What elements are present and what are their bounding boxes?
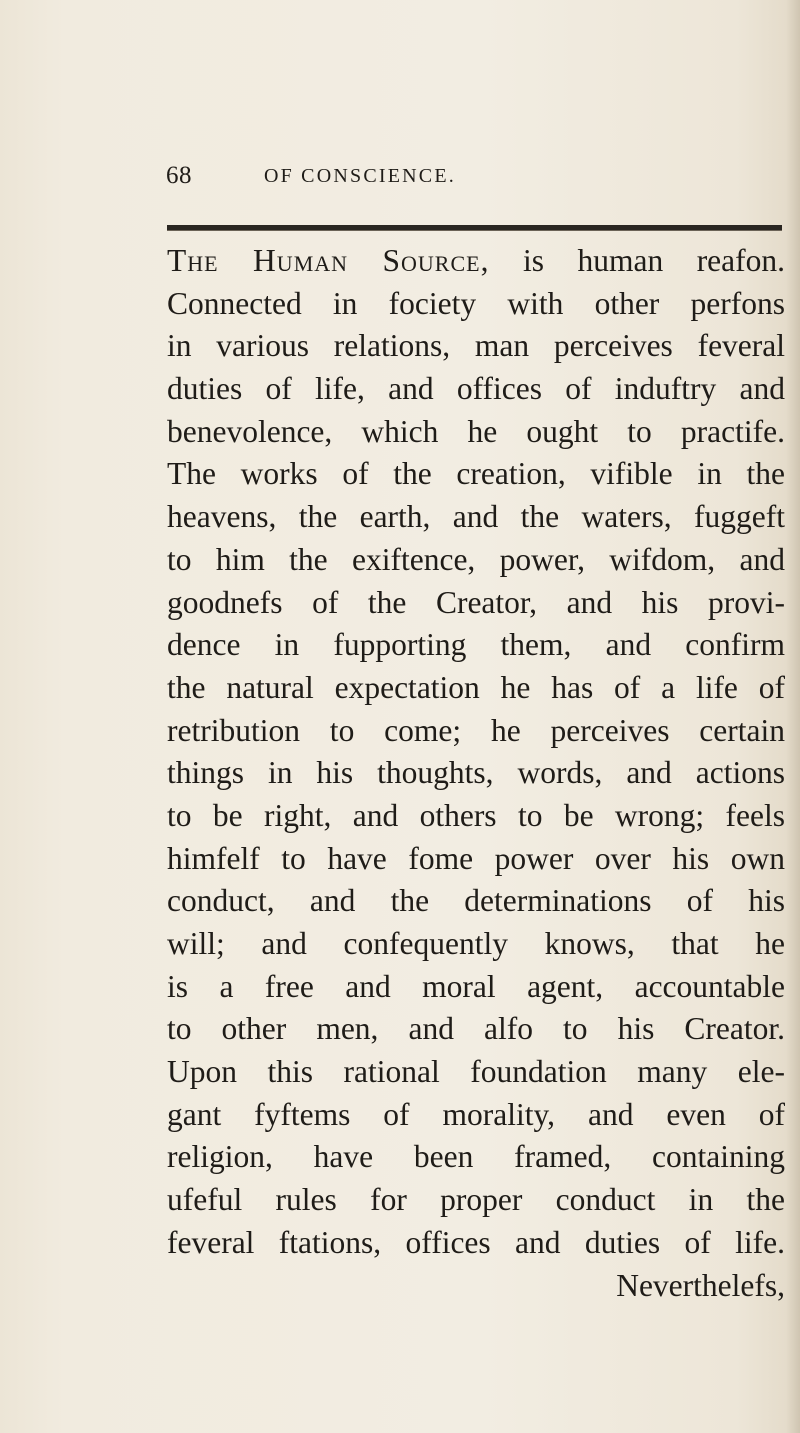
text-line-6: The works of the creation, vifible in the [167,456,785,492]
text-line-2: Connected in fociety with other perfons [167,285,785,321]
page-number: 68 [166,162,192,189]
text-line-4: duties of life, and offices of induftry and [167,371,785,407]
text-line-17: will; and confequently knows, that he [167,926,785,961]
text-line-19: to other men, and alfo to his Creator. [167,1011,785,1047]
header-rule [167,225,782,231]
text-line-9: goodnefs of the Creator, and his provi- [167,584,785,620]
text-line-23: ufeful rules for proper conduct in the [167,1182,785,1218]
text-line-7: heavens, the earth, and the waters, fuggeft [167,499,785,535]
text-line-22: religion, have been framed, containing [167,1139,785,1175]
text-line-21: gant fyftems of morality, and even of [167,1096,785,1132]
text-line-1 [167,240,785,283]
text-line-3: in various relations, man perceives feveral [167,328,785,364]
body-text [167,240,785,1307]
text-line-8: to him the exiftence, power, wifdom, and [167,541,785,577]
running-head [166,162,786,194]
page-edge-shadow [786,0,800,1433]
text-line-16: conduct, and the determinations of his [167,883,785,919]
text-line-14: to be right, and others to be wrong; feels [167,797,785,833]
text-line-10: dence in fupporting them, and confirm [167,627,785,663]
text-line-20: Upon this rational foundation many ele- [167,1054,785,1090]
text-line-18: is a free and moral agent, accountable [167,968,785,1004]
text-line-1-rest: is human reafon. [489,243,786,278]
text-line-12: retribution to come; he perceives certain [167,712,785,748]
catchword-line: Neverthelefs, [616,1267,785,1303]
text-line-13: things in his thoughts, words, and actions [167,755,785,791]
text-line-5: benevolence, which he ought to practife. [167,413,785,449]
text-line-11: the natural expectation he has of a life of [167,669,785,705]
opening-small-caps: The Human Source, [167,243,490,278]
text-line-24: feveral ftations, offices and duties of life. [167,1224,785,1260]
running-head-title: OF CONSCIENCE. [264,165,456,187]
text-line-15: himfelf to have fome power over his own [167,840,785,876]
